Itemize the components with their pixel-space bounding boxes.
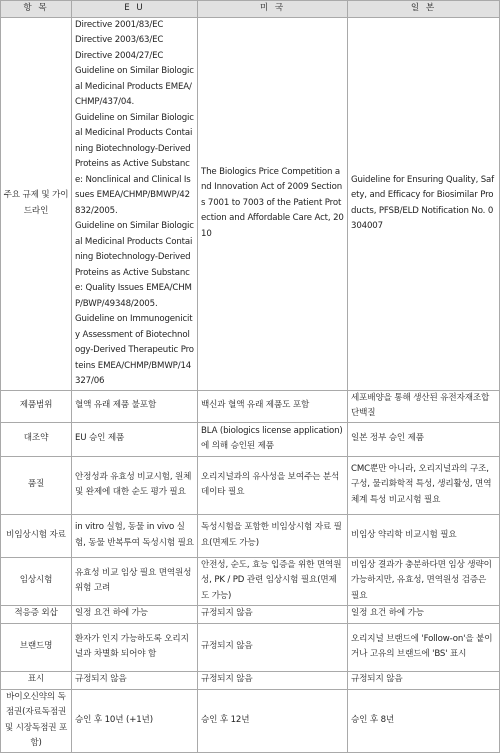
table-row-guidelines: [1, 17, 500, 390]
row-category: 임상시험: [1, 557, 72, 605]
cell-eu: in vitro 실험, 동물 in vivo 실험, 동물 반복투여 독성시험 필요: [72, 514, 198, 557]
header-row: [1, 1, 500, 18]
cell-us: 안전성, 순도, 효능 입증을 위한 면역원성, PK / PD 관련 임상시험 필요(면제도 가능): [198, 557, 348, 605]
cell-jp: CMC뿐만 아니라, 오리지널과의 구조, 구성, 물리화학적 특성, 생리활성, 면역체계 특성 비교시험 필요: [348, 456, 500, 514]
cell-eu: 일정 요건 하에 가능: [72, 605, 198, 623]
cell-jp: 일본 정부 승인 제품: [348, 422, 500, 456]
header-eu: E U: [72, 1, 198, 18]
row-category: 주요 규제 및 가이드라인: [1, 17, 72, 390]
row-category: 표시: [1, 671, 72, 689]
header-category: 항 목: [1, 1, 72, 18]
header-jp: 일 본: [348, 1, 500, 18]
cell-eu: 규정되지 않음: [72, 671, 198, 689]
row-category: 바이오신약의 독점권(자료독점권 및 시장독점권 포함): [1, 689, 72, 752]
table-row-quality: [1, 456, 500, 514]
cell-us: The Biologics Price Competition and Innovation Act of 2009 Sections 7001 to 7003 of the Patient Protection and Affordable Care Act, 2010: [198, 17, 348, 390]
cell-us: 규정되지 않음: [198, 623, 348, 671]
cell-us: 규정되지 않음: [198, 671, 348, 689]
cell-jp: 승인 후 8년: [348, 689, 500, 752]
row-category: 브랜드명: [1, 623, 72, 671]
cell-eu: EU 승인 제품: [72, 422, 198, 456]
eu-guideline-item: Directive 2001/83/EC: [75, 19, 164, 30]
row-category: 품질: [1, 456, 72, 514]
cell-us: 오리지널과의 유사성을 보여주는 분석 데이타 필요: [198, 456, 348, 514]
cell-eu: 승인 후 10년 (+1년): [72, 689, 198, 752]
header-us: 미 국: [198, 1, 348, 18]
eu-guideline-item: Directive 2004/27/EC: [75, 50, 164, 61]
row-category: 대조약: [1, 422, 72, 456]
table-row-brand-name: [1, 623, 500, 671]
cell-us: 규정되지 않음: [198, 605, 348, 623]
cell-jp: 세포배양을 통해 생산된 유전자재조합 단백질: [348, 390, 500, 422]
cell-eu: 혈액 유래 제품 불포함: [72, 390, 198, 422]
cell-eu: 유효성 비교 임상 필요 면역원성 위험 고려: [72, 557, 198, 605]
cell-us: 승인 후 12년: [198, 689, 348, 752]
table-row-nonclinical: [1, 514, 500, 557]
table-row-reference-product: [1, 422, 500, 456]
table-row-clinical: [1, 557, 500, 605]
table-row-product-scope: [1, 390, 500, 422]
cell-eu: 환자가 인지 가능하도록 오리지널과 차별화 되어야 함: [72, 623, 198, 671]
eu-guideline-item: Guideline on Similar Biological Medicinal Products Containing Biotechnology-Derived Proteins as Active Substance: Quality Issues EMEA/CHMP/BWP/49348/2005.: [75, 221, 194, 309]
row-category: 비임상시험 자료: [1, 514, 72, 557]
cell-eu-guidelines: [72, 17, 198, 390]
cell-jp: 비임상 결과가 충분하다면 임상 생략이 가능하지만, 유효성, 면역원성 검증은 필요: [348, 557, 500, 605]
eu-guideline-item: Guideline on Similar Biological Medicinal Products EMEA/CHMP/437/04.: [75, 66, 194, 107]
eu-guideline-item: Directive 2003/63/EC: [75, 35, 164, 45]
cell-jp: Guideline for Ensuring Quality, Safety, and Efficacy for Biosimilar Products, PFSB/ELD Notification No. 0304007: [348, 17, 500, 390]
cell-us: BLA (biologics license application)에 의해 승인된 제품: [198, 422, 348, 456]
cell-us: 독성시험을 포함한 비임상시험 자료 필요(면제도 가능): [198, 514, 348, 557]
row-category: 제품범위: [1, 390, 72, 422]
table-row-labeling: [1, 671, 500, 689]
row-category: 적응증 외삽: [1, 605, 72, 623]
cell-jp: 비임상 약리학 비교시험 필요: [348, 514, 500, 557]
cell-jp: 규정되지 않음: [348, 671, 500, 689]
eu-guideline-item: Guideline on Similar Biological Medicinal Products Containing Biotechnology-Derived Proteins as Active Substance: Nonclinical and Clinical Issues EMEA/CHMP/BMWP/42832/2005.: [75, 112, 194, 216]
table-row-extrapolation: [1, 605, 500, 623]
cell-eu: 안정성과 유효성 비교시험, 원체 및 완제에 대한 순도 평가 필요: [72, 456, 198, 514]
cell-us: 백신과 혈액 유래 제품도 포함: [198, 390, 348, 422]
eu-guideline-item: Guideline on Immunogenicity Assessment of Biotechnology-Derived Therapeutic Proteins EMEA/CHMP/BMWP/14327/06: [75, 314, 194, 386]
cell-jp: 오리지널 브랜드에 'Follow-on'을 붙이거나 고유의 브랜드에 'BS' 표시: [348, 623, 500, 671]
cell-jp: 일정 요건 하에 가능: [348, 605, 500, 623]
